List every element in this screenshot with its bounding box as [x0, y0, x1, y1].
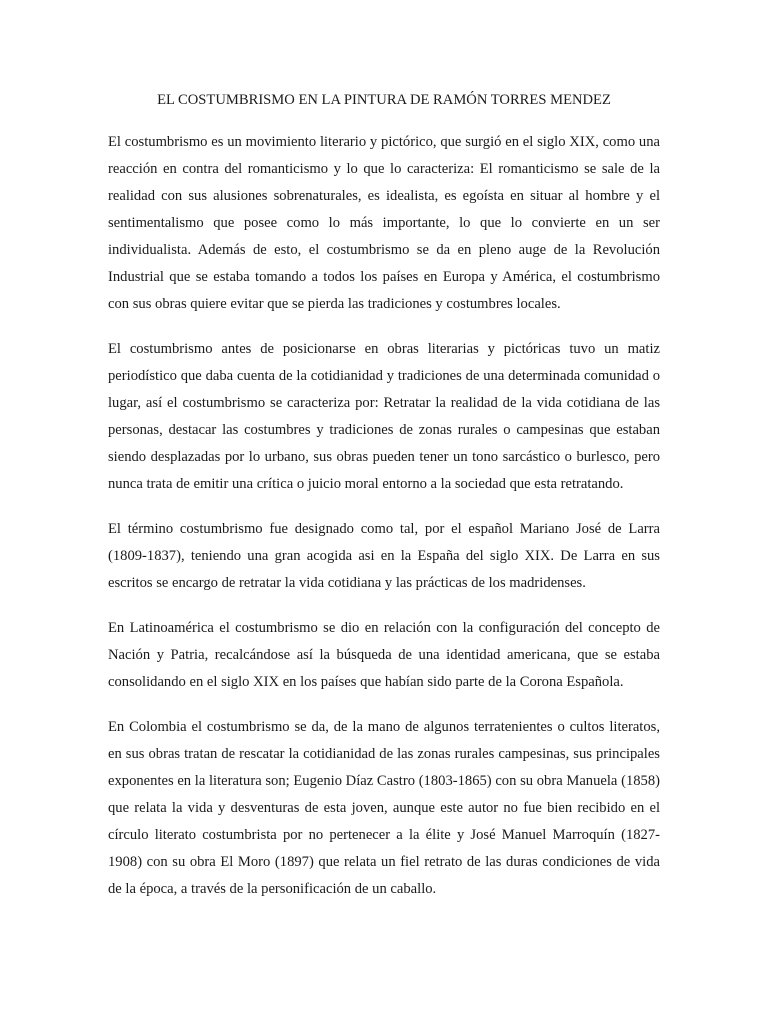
paragraph-2: El costumbrismo antes de posicionarse en obras literarias y pictóricas tuvo un matiz periodístico que daba cuenta de la cotidianidad y tradiciones de una determinada comunidad o lugar, así el costumbrismo se caracteriza por: Retratar la realidad de la vida cotidiana de las personas, destacar las costumbres y tradiciones de zonas rurales o campesinas que estaban siendo desplazadas por lo urbano, sus obras pueden tener un tono sarcástico o burlesco, pero nunca trata de emitir una crítica o juicio moral entorno a la sociedad que esta retratando. [108, 341, 660, 492]
paragraph-4: En Latinoamérica el costumbrismo se dio en relación con la configuración del concepto de Nación y Patria, recalcándose así la búsqueda de una identidad americana, que se estaba consolidando en el siglo XIX en los países que habían sido parte de la Corona Española. [108, 620, 660, 690]
paragraph-3: El término costumbrismo fue designado como tal, por el español Mariano José de Larra (1809-1837), teniendo una gran acogida asi en la España del siglo XIX. De Larra en sus escritos se encargo de retratar la vida cotidiana y las prácticas de los madridenses. [108, 521, 660, 591]
document-title: EL COSTUMBRISMO EN LA PINTURA DE RAMÓN TORRES MENDEZ [157, 92, 611, 108]
paragraph-1: El costumbrismo es un movimiento literario y pictórico, que surgió en el siglo XIX, como una reacción en contra del romanticismo y lo que lo caracteriza: El romanticismo se sale de la realidad con sus alusiones sobrenaturales, es idealista, es egoísta en situar al hombre y el sentimentalismo que posee como lo más importante, lo que lo convierte en un ser individualista. Además de esto, el costumbrismo se da en pleno auge de la Revolución Industrial que se estaba tomando a todos los países en Europa y América, el costumbrismo con sus obras quiere evitar que se pierda las tradiciones y costumbres locales. [108, 134, 660, 312]
paragraph-5: En Colombia el costumbrismo se da, de la mano de algunos terratenientes o cultos literatos, en sus obras tratan de rescatar la cotidianidad de las zonas rurales campesinas, sus principales exponentes en la literatura son; Eugenio Díaz Castro (1803-1865) con su obra Manuela (1858) que relata la vida y desventuras de esta joven, aunque este autor no fue bien recibido en el círculo literato costumbrista por no pertenecer a la élite y José Manuel Marroquín (1827-1908) con su obra El Moro (1897) que relata un fiel retrato de las duras condiciones de vida de la época, a través de la personificación de un caballo. [108, 719, 660, 897]
document-body [108, 129, 660, 921]
